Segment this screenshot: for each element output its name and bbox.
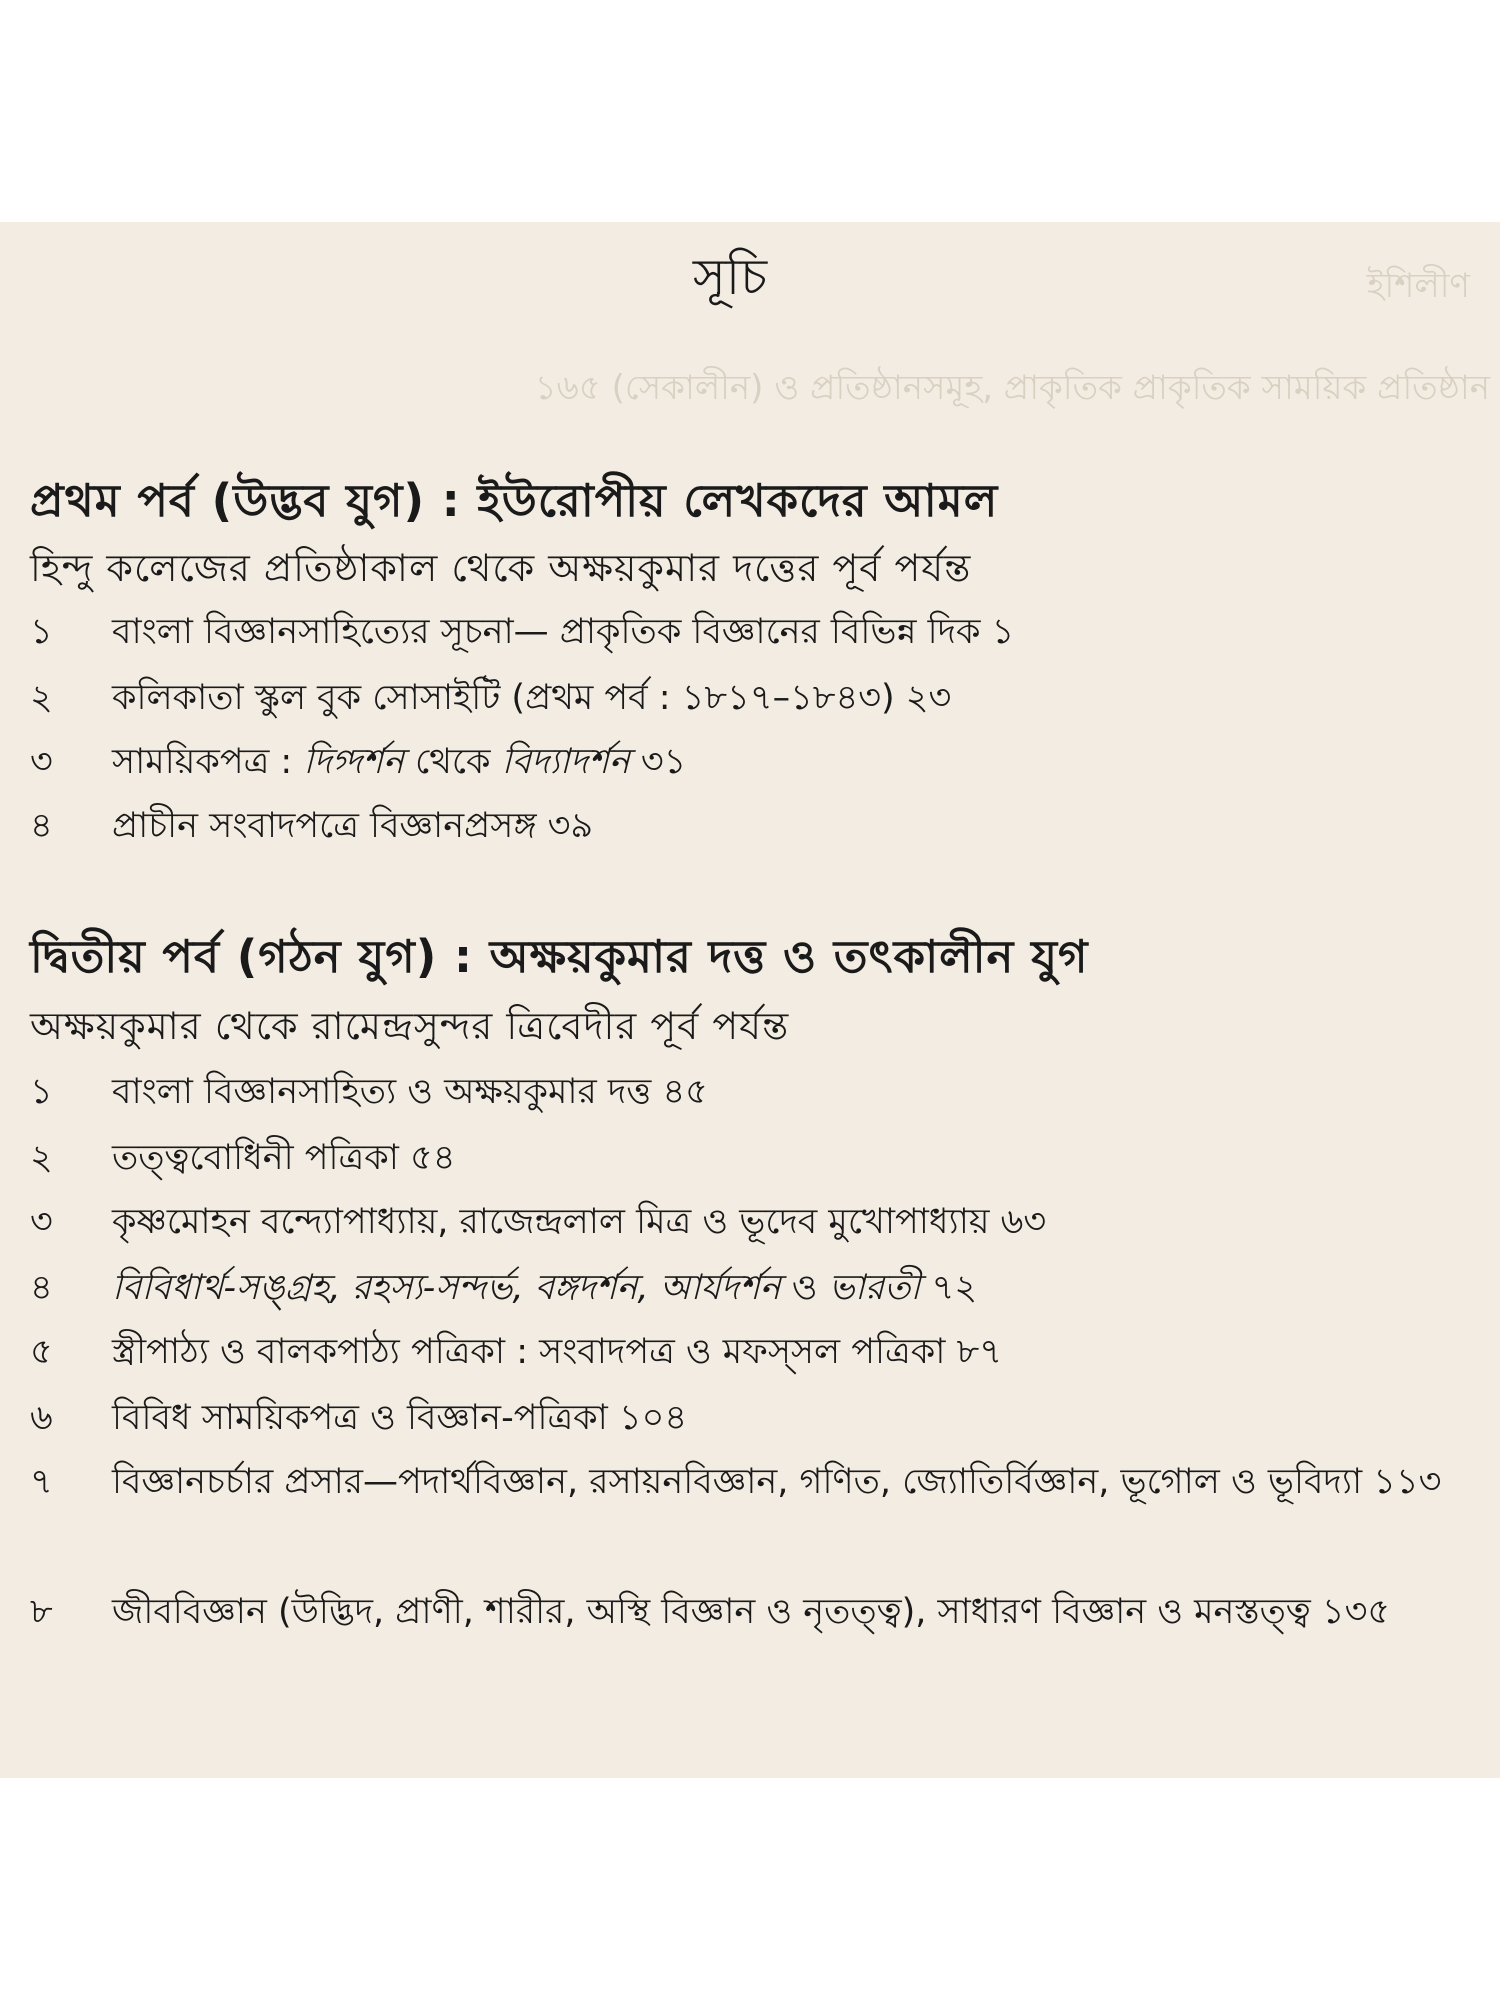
entry-page-number: ৩১ <box>629 742 687 782</box>
bleed-through-text-middle: ১৬৫ (সেকালীন) ও প্রতিষ্ঠানসমূহ, প্রাকৃতিক প্রাকৃতিক সাময়িক প্রতিষ্ঠান <box>534 368 1490 408</box>
entry-number: ৩ <box>30 742 53 782</box>
entry-text: কৃষ্ণমোহন বন্দ্যোপাধ্যায়, রাজেন্দ্রলাল মিত্র ও ভূদেব মুখোপাধ্যায় ৬৩ <box>112 1202 1047 1242</box>
toc-entry <box>30 730 1480 794</box>
entry-text: বাংলা বিজ্ঞানসাহিত্য ও অক্ষয়কুমার দত্ত ৪৫ <box>112 1072 708 1112</box>
section-subtitle-second: অক্ষয়কুমার থেকে রামেন্দ্রসুন্দর ত্রিবেদীর পূর্ব পর্যন্ত <box>30 1004 790 1048</box>
periodical-titles: বিবিধার্থ-সঙ্গ্রহ, রহস্য-সন্দর্ভ, বঙ্গদর্শন, আর্যদর্শন <box>112 1268 781 1308</box>
page-title: সূচি <box>692 248 768 306</box>
toc-entry <box>30 1060 1480 1124</box>
bleed-through-text-top: ইশিলীণ <box>1366 266 1470 306</box>
entry-number: ২ <box>30 678 53 718</box>
entry-page-number: ৭২ <box>920 1268 978 1308</box>
toc-entry <box>30 1320 1480 1384</box>
toc-entry <box>30 1190 1480 1254</box>
toc-entry <box>30 1580 1480 1644</box>
entry-text: বিজ্ঞানচর্চার প্রসার—পদার্থবিজ্ঞান, রসায়নবিজ্ঞান, গণিত, জ্যোতির্বিজ্ঞান, ভূগোল ও ভূবিদ্যা ১১৩ <box>112 1462 1442 1502</box>
entry-number: ৪ <box>30 1268 53 1308</box>
section-subtitle-first: হিন্দু কলেজের প্রতিষ্ঠাকাল থেকে অক্ষয়কুমার দত্তের পূর্ব পর্যন্ত <box>30 546 972 590</box>
entry-number: ১ <box>30 1072 53 1112</box>
entry-text: জীববিজ্ঞান (উদ্ভিদ, প্রাণী, শারীর, অস্থি বিজ্ঞান ও নৃতত্ত্ব), সাধারণ বিজ্ঞান ও মনস্তত্ত্ব ১৩৫ <box>112 1592 1391 1632</box>
entry-number: ৭ <box>30 1462 53 1502</box>
toc-entry <box>30 1126 1480 1190</box>
entry-number: ৮ <box>30 1592 53 1632</box>
periodical-title: দিগ্দর্শন <box>303 742 404 782</box>
periodical-title: ভারতী <box>828 1268 921 1308</box>
entry-text <box>112 730 1480 794</box>
entry-number: ৩ <box>30 1202 53 1242</box>
entry-number: ১ <box>30 612 53 652</box>
entry-number: ৫ <box>30 1332 53 1372</box>
toc-entry <box>30 1386 1480 1450</box>
toc-entry <box>30 794 1480 858</box>
periodical-title: বিদ্যাদর্শন <box>501 742 630 782</box>
toc-entry <box>30 600 1480 664</box>
section-heading-first: প্রথম পর্ব (উদ্ভব যুগ) : ইউরোপীয় লেখকদের আমল <box>30 474 999 527</box>
toc-entry <box>30 1256 1480 1320</box>
section-heading-second: দ্বিতীয় পর্ব (গঠন যুগ) : অক্ষয়কুমার দত্ত ও তৎকালীন যুগ <box>30 930 1089 983</box>
entry-text: কলিকাতা স্কুল বুক সোসাইটি (প্রথম পর্ব : ১৮১৭–১৮৪৩) ২৩ <box>112 678 952 718</box>
entry-number: ৬ <box>30 1398 53 1438</box>
entry-number: ৪ <box>30 806 53 846</box>
toc-entry <box>30 1450 1480 1514</box>
entry-text: বাংলা বিজ্ঞানসাহিত্যের সূচনা— প্রাকৃতিক বিজ্ঞানের বিভিন্ন দিক ১ <box>112 612 1015 652</box>
entry-text-plain: ও <box>780 1268 829 1308</box>
toc-entry <box>30 666 1480 730</box>
entry-text-plain: সাময়িকপত্র : <box>112 742 304 782</box>
book-page <box>0 222 1500 1778</box>
entry-text: বিবিধ সাময়িকপত্র ও বিজ্ঞান-পত্রিকা ১০৪ <box>112 1398 688 1438</box>
entry-number: ২ <box>30 1138 53 1178</box>
entry-text: তত্ত্ববোধিনী পত্রিকা ৫৪ <box>112 1138 456 1178</box>
entry-text-plain: থেকে <box>403 742 502 782</box>
entry-text: প্রাচীন সংবাদপত্রে বিজ্ঞানপ্রসঙ্গ ৩৯ <box>112 806 594 846</box>
entry-text <box>112 1256 1480 1320</box>
entry-text: স্ত্রীপাঠ্য ও বালকপাঠ্য পত্রিকা : সংবাদপত্র ও মফস্সল পত্রিকা ৮৭ <box>112 1332 1002 1372</box>
